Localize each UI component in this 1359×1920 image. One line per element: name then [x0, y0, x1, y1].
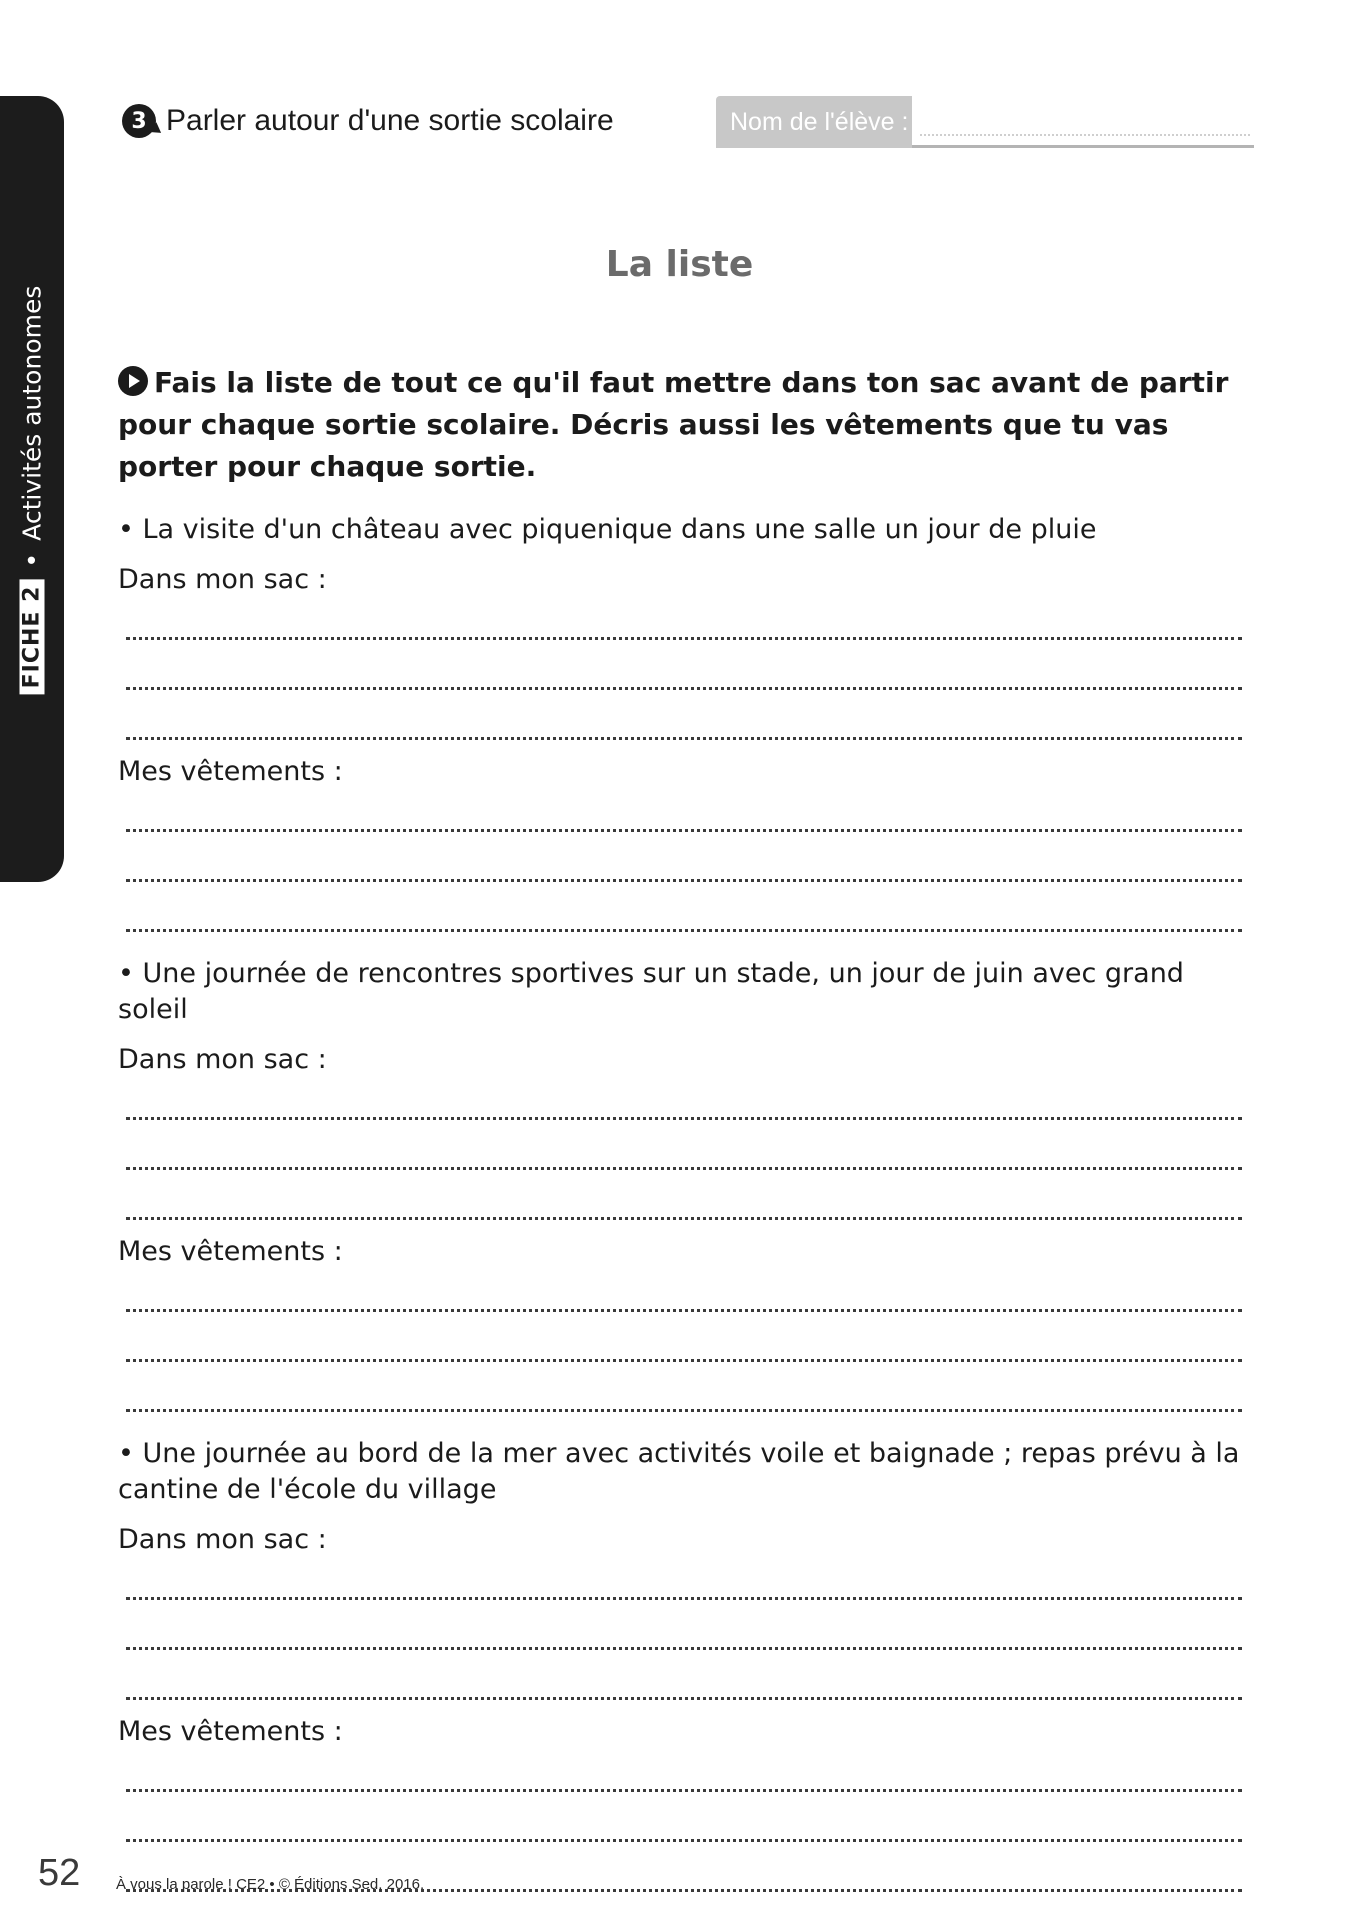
- instruction: [118, 362, 1254, 488]
- activity-title: Parler autour d'une sortie scolaire: [166, 104, 614, 137]
- student-name-dots: [920, 134, 1250, 136]
- instruction-text: Fais la liste de tout ce qu'il faut mettre dans ton sac avant de partir pour chaque sortie scolaire. Décris aussi les vêtements que tu vas porter pour chaque sortie.: [118, 366, 1229, 483]
- answer-line[interactable]: [126, 1558, 1242, 1600]
- answer-line[interactable]: [126, 1170, 1242, 1220]
- answer-line[interactable]: [126, 1078, 1242, 1120]
- clothes-label: Mes vêtements :: [118, 756, 343, 787]
- page-title: La liste: [605, 244, 754, 285]
- answer-line[interactable]: [126, 1120, 1242, 1170]
- student-name-label: Nom de l'élève :: [716, 96, 912, 148]
- clothes-label: Mes vêtements :: [118, 1716, 343, 1747]
- student-name-field[interactable]: [716, 96, 1254, 148]
- answer-line[interactable]: [126, 790, 1242, 832]
- section-item: • Une journée au bord de la mer avec activités voile et baignade ; repas prévu à la cantine de l'école du village: [118, 1438, 1240, 1505]
- answer-line[interactable]: [126, 1650, 1242, 1700]
- category-label: Activités autonomes: [17, 285, 47, 541]
- answer-line[interactable]: [126, 882, 1242, 932]
- bag-label: Dans mon sac :: [118, 1524, 327, 1555]
- student-name-underline: [912, 145, 1254, 148]
- worksheet-content: [118, 362, 1254, 1892]
- answer-line[interactable]: [126, 832, 1242, 882]
- fiche-label: FICHE 2: [20, 580, 45, 695]
- answer-line[interactable]: [126, 1362, 1242, 1412]
- bag-label: Dans mon sac :: [118, 1044, 327, 1075]
- answer-line[interactable]: [126, 640, 1242, 690]
- answer-line[interactable]: [126, 598, 1242, 640]
- section-stadium: [118, 956, 1254, 1412]
- section-item: • La visite d'un château avec piquenique dans une salle un jour de pluie: [118, 514, 1097, 545]
- answer-line[interactable]: [126, 1270, 1242, 1312]
- answer-line[interactable]: [126, 1312, 1242, 1362]
- section-sea: [118, 1436, 1254, 1892]
- answer-line[interactable]: [126, 690, 1242, 740]
- section-item: • Une journée de rencontres sportives sur un stade, un jour de juin avec grand soleil: [118, 958, 1184, 1025]
- play-icon: [118, 366, 148, 396]
- copyright-footer: À vous la parole ! CE2 • © Éditions Sed, 2016.: [116, 1876, 425, 1893]
- section-castle: [118, 512, 1254, 932]
- answer-line[interactable]: [126, 1750, 1242, 1792]
- side-tab-label: [18, 286, 47, 695]
- activity-header: [122, 104, 614, 138]
- side-tab-separator: •: [17, 552, 47, 568]
- answer-line[interactable]: [126, 1600, 1242, 1650]
- clothes-label: Mes vêtements :: [118, 1236, 343, 1267]
- answer-line[interactable]: [126, 1792, 1242, 1842]
- bag-label: Dans mon sac :: [118, 564, 327, 595]
- activity-number-badge: 3: [122, 104, 156, 138]
- page-number: 52: [38, 1852, 81, 1894]
